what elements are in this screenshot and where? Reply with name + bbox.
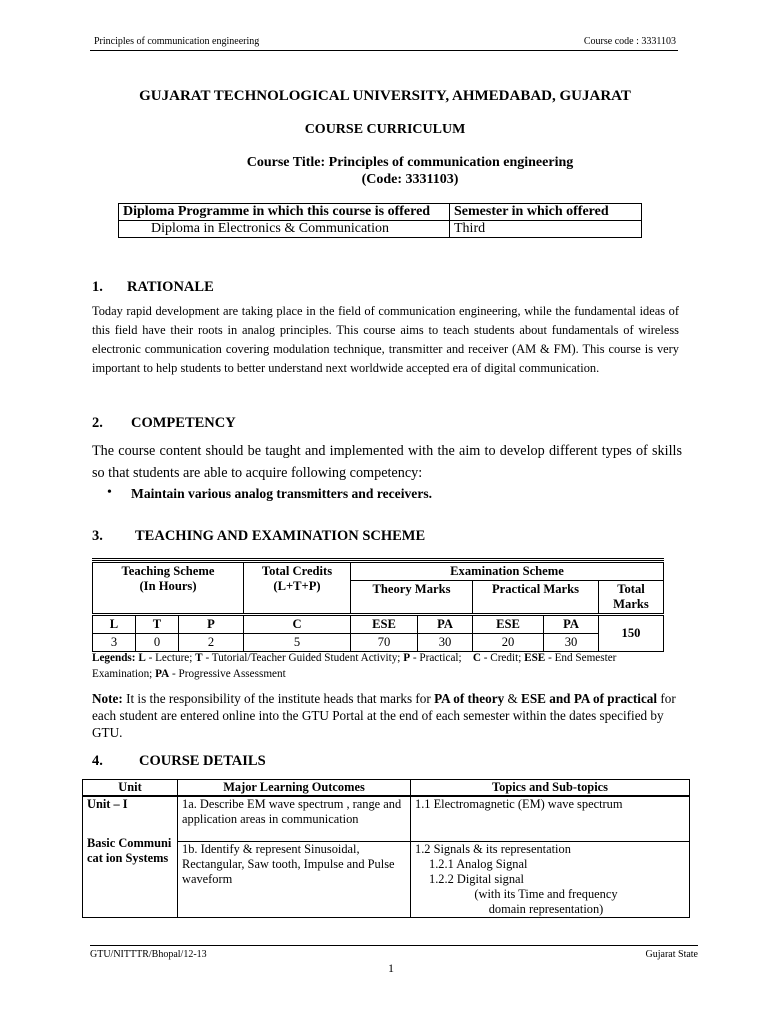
- topic-1-2: 1.2 Signals & its representation: [415, 842, 571, 856]
- sub-header-theory-pa: PA: [418, 615, 473, 634]
- value-practical-pa: 30: [544, 634, 599, 652]
- header-rule: [90, 50, 678, 51]
- programme-header: Diploma Programme in which this course is offered: [119, 204, 450, 221]
- sub-header-p: P: [179, 615, 244, 634]
- topic-1-2-1: 1.2.1 Analog Signal: [429, 857, 528, 871]
- note-label: Note:: [92, 691, 123, 706]
- bullet-icon: •: [107, 485, 112, 500]
- curriculum-title: COURSE CURRICULUM: [304, 122, 466, 137]
- semester-header: Semester in which offered: [450, 204, 642, 221]
- total-credits-label: Total Credits: [261, 564, 333, 578]
- sub-header-l: L: [93, 615, 136, 634]
- sub-header-practical-pa: PA: [544, 615, 599, 634]
- sub-header-practical-ese: ESE: [473, 615, 544, 634]
- sub-header-theory-ese: ESE: [351, 615, 418, 634]
- section-1-title: RATIONALE: [127, 279, 214, 295]
- unit-cell: [83, 796, 178, 918]
- col-unit-header: Unit: [83, 780, 178, 797]
- section-2-number: 2.: [92, 415, 103, 431]
- legend-ese: ESE: [524, 652, 546, 664]
- semester-value: Third: [450, 221, 642, 238]
- outcome-1a: 1a. Describe EM wave spectrum , range and application areas in communication: [178, 796, 411, 842]
- competency-text: The course content should be taught and implemented with the aim to develop different types of skills so that students are able to acquire following competency:: [92, 443, 682, 481]
- in-hours-label: (In Hours): [139, 579, 197, 593]
- header-course-code: Course code : 3331103: [583, 36, 676, 47]
- theory-marks-label: Theory Marks: [351, 581, 473, 615]
- practical-marks-label: Practical Marks: [473, 581, 599, 615]
- competency-bullet: Maintain various analog transmitters and receivers.: [131, 486, 433, 501]
- sub-header-c: C: [244, 615, 351, 634]
- teaching-scheme-label: Teaching Scheme: [121, 564, 215, 578]
- value-practical-ese: 20: [473, 634, 544, 652]
- section-3-title: TEACHING AND EXAMINATION SCHEME: [135, 528, 426, 544]
- ltp-label: (L+T+P): [273, 579, 321, 593]
- value-p: 2: [179, 634, 244, 652]
- value-l: 3: [93, 634, 136, 652]
- course-details-table: [82, 779, 690, 918]
- rationale-text: Today rapid development are taking place in the field of communication engineering, while the fundamental ideas of this field have their roots in analog principles. This course aims to teach students about fundamentals of wireless electronic communication covering modulation technique, transmitter and receiver (AM & FM). This course is very important to help students to better understand next worldwide accepted era of digital communication.: [92, 304, 679, 375]
- col-topics-header: Topics and Sub-topics: [411, 780, 690, 797]
- topic-1-2-2: 1.2.2 Digital signal: [429, 872, 524, 886]
- legend-p-text: - Practical;: [412, 652, 462, 664]
- university-title: GUJARAT TECHNOLOGICAL UNIVERSITY, AHMEDABAD, GUJARAT: [139, 88, 631, 104]
- course-code-title: (Code: 3331103): [361, 172, 459, 187]
- footer-left: GTU/NITTTR/Bhopal/12-13: [90, 949, 207, 960]
- section-2-title: COMPETENCY: [131, 415, 236, 431]
- legend-c: C: [472, 652, 481, 664]
- programme-value: Diploma in Electronics & Communication: [119, 221, 450, 238]
- value-c: 5: [244, 634, 351, 652]
- legends: [92, 650, 662, 682]
- legend-ese-text: - End Semester Examination;: [92, 652, 617, 680]
- total-marks-value: 150: [599, 615, 664, 652]
- sub-header-t: T: [136, 615, 179, 634]
- section-4-title: COURSE DETAILS: [139, 753, 266, 769]
- value-theory-ese: 70: [351, 634, 418, 652]
- legend-l: L: [138, 652, 146, 664]
- page-number: 1: [388, 961, 394, 975]
- header-course-name: Principles of communication engineering: [94, 36, 260, 47]
- legend-pa-text: - Progressive Assessment: [171, 668, 286, 680]
- exam-scheme-label: Examination Scheme: [351, 563, 664, 581]
- total-marks-label: Total Marks: [599, 581, 664, 615]
- footer-rule: [90, 945, 698, 946]
- section-3-number: 3.: [92, 528, 103, 544]
- topic-1-2-2-note: (with its Time and frequency domain representation): [474, 887, 618, 916]
- teaching-scheme-cell: [93, 563, 244, 615]
- course-title: Course Title: Principles of communication engineering: [246, 155, 574, 170]
- note-text-2: &: [507, 691, 518, 706]
- legend-pa: PA: [155, 668, 170, 680]
- scheme-table-top-rule: [92, 558, 664, 561]
- outcome-1b: 1b. Identify & represent Sinusoidal, Rectangular, Saw tooth, Impulse and Pulse waveform: [178, 842, 411, 918]
- programme-table: [118, 203, 642, 238]
- col-outcomes-header: Major Learning Outcomes: [178, 780, 411, 797]
- value-t: 0: [136, 634, 179, 652]
- note-paragraph: [92, 690, 682, 741]
- topic-1-1: 1.1 Electromagnetic (EM) wave spectrum: [411, 796, 690, 842]
- legend-p: P: [403, 652, 411, 664]
- unit-name: Basic Communicat ion Systems: [87, 836, 172, 865]
- note-text-1: It is the responsibility of the institute heads that marks for: [126, 691, 431, 706]
- section-4-number: 4.: [92, 753, 103, 769]
- unit-number: Unit – I: [87, 797, 128, 811]
- scheme-table: [92, 562, 664, 652]
- topic-1-2-cell: [411, 842, 690, 918]
- legend-l-text: - Lecture;: [148, 652, 193, 664]
- total-credits-cell: [244, 563, 351, 615]
- note-bold-2: ESE and PA of practical: [521, 691, 658, 706]
- note-bold-1: PA of theory: [434, 691, 505, 706]
- footer-right: Gujarat State: [645, 949, 698, 960]
- section-1-number: 1.: [92, 279, 103, 295]
- legends-label: Legends:: [92, 652, 136, 664]
- note-text-3: for each student are entered online into the GTU Portal at the end of each semester within the dates specified by GTU.: [92, 691, 676, 740]
- legend-c-text: - Credit;: [483, 652, 522, 664]
- value-theory-pa: 30: [418, 634, 473, 652]
- legend-t: T: [195, 652, 203, 664]
- legend-t-text: - Tutorial/Teacher Guided Student Activity;: [205, 652, 401, 664]
